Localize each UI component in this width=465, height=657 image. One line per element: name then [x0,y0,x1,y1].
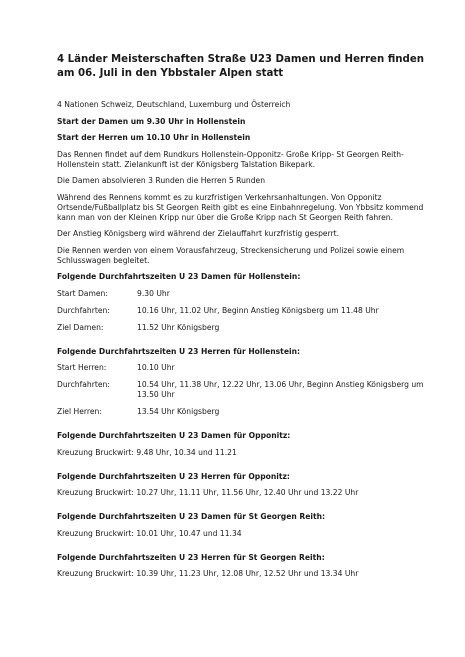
damen-reith-heading: Folgende Durchfahrtszeiten U 23 Damen für St Georgen Reith: [57,512,326,521]
schedule-label: Ziel Damen: [57,322,104,332]
rundkurs-paragraph: Das Rennen findet auf dem Rundkurs Hollenstein-Opponitz- Große Kripp- St Georgen Reith- Hollenstein statt. Zielankunft ist der Königsberg Talstation Bikepark. [57,149,404,169]
herren-reith-times: Kreuzung Bruckwirt: 10.39 Uhr, 11.23 Uhr, 12.08 Uhr, 12.52 Uhr und 13.34 Uhr [57,569,359,578]
schedule-label: Durchfahrten: [57,305,110,315]
schedule-row [57,363,425,373]
herren-opponitz-section [57,472,425,499]
herren-opponitz-times: Kreuzung Bruckwirt: 10.27 Uhr, 11.11 Uhr, 11.56 Uhr, 12.40 Uhr und 13.22 Uhr [57,488,359,497]
herren-opponitz-heading: Folgende Durchfahrtszeiten U 23 Herren für Opponitz: [57,471,290,481]
schedule-row [57,380,425,400]
runden-paragraph: Die Damen absolvieren 3 Runden die Herren 5 Runden [57,176,266,185]
damen-opponitz-times: Kreuzung Bruckwirt: 9.48 Uhr, 10.34 und 11.21 [57,447,237,457]
start-damen-text: Start der Damen um 9.30 Uhr in Hollenstein [57,116,246,126]
damen-reith-times: Kreuzung Bruckwirt: 10.01 Uhr, 10.47 und 11.34 [57,528,242,538]
schedule-row [57,289,425,299]
schedule-value: 10.54 Uhr, 11.38 Uhr, 12.22 Uhr, 13.06 Uhr, Beginn Anstieg Königsberg um 13.50 Uhr [137,380,424,399]
schedule-label: Ziel Herren: [57,407,102,416]
herren-reith-section [57,553,425,580]
damen-hollenstein-heading: Folgende Durchfahrtszeiten U 23 Damen für Hollenstein: [57,272,301,281]
document-title: 4 Länder Meisterschaften Straße U23 Damen und Herren finden am 06. Juli in den Ybbstaler Alpen statt [57,54,425,79]
schedule-row [57,323,425,333]
schedule-label: Durchfahrten: [57,380,110,389]
anstieg-paragraph: Der Anstieg Königsberg wird während der Zielauffahrt kurzfristig gesperrt. [57,229,340,238]
verkehr-paragraph: Während des Rennens kommt es zu kurzfristigen Verkehrsanhaltungen. Von Opponitz Ortsende/Fußballplatz bis St Georgen Reith gibt es eine Einbahnregelung. Von Ybbsitz kommend kann man von der Kleinen Kripp nur über die Große Kripp nach St Georgen Reith fahren. [57,192,424,222]
start-herren-text: Start der Herren um 10.10 Uhr in Hollenstein [57,133,251,142]
schedule-value: 10.16 Uhr, 11.02 Uhr, Beginn Anstieg Königsberg um 11.48 Uhr [137,305,379,315]
damen-reith-section [57,512,425,539]
begleitung-paragraph: Die Rennen werden von einem Vorausfahrzeug, Streckensicherung und Polizei sowie einem Schlusswagen begleitet. [57,245,405,265]
damen-opponitz-section [57,431,425,458]
damen-opponitz-heading: Folgende Durchfahrtszeiten U 23 Damen für Opponitz: [57,431,291,440]
herren-hollenstein-heading: Folgende Durchfahrtszeiten U 23 Herren für Hollenstein: [57,346,301,356]
schedule-label: Start Damen: [57,288,108,298]
intro-text: 4 Nationen Schweiz, Deutschland, Luxemburg und Österreich [57,100,291,109]
schedule-row [57,407,425,417]
schedule-label: Start Herren: [57,363,107,372]
schedule-value: 13.54 Uhr Königsberg [137,407,220,416]
herren-hollenstein-section [57,347,425,418]
schedule-value: 10.10 Uhr [137,363,175,372]
schedule-row [57,306,425,316]
schedule-value: 9.30 Uhr [137,288,170,298]
schedule-value: 11.52 Uhr Königsberg [137,322,220,332]
herren-reith-heading: Folgende Durchfahrtszeiten U 23 Herren für St Georgen Reith: [57,552,325,562]
